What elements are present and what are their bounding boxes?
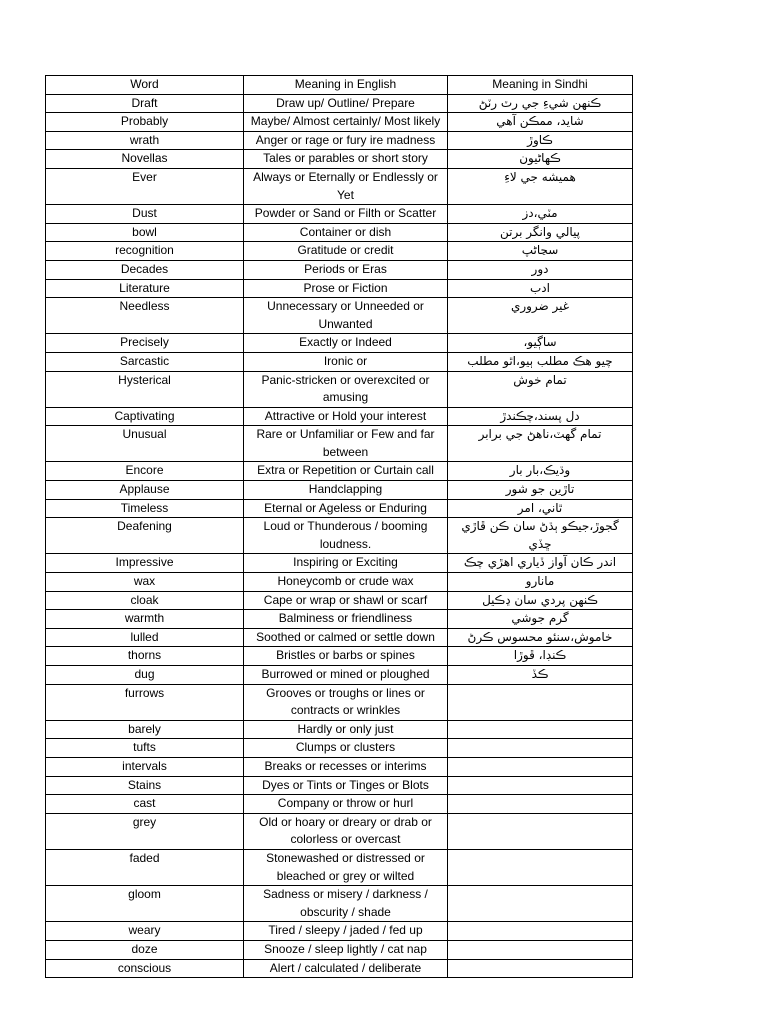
word-cell: Stains	[46, 776, 244, 795]
meaning-sindhi-cell	[448, 776, 633, 795]
word-cell: warmth	[46, 610, 244, 629]
word-cell: lulled	[46, 628, 244, 647]
table-row	[46, 720, 633, 739]
table-row	[46, 518, 633, 554]
meaning-sindhi-cell: ڪنڊا، ڦوڙا	[448, 647, 633, 666]
table-row	[46, 813, 633, 849]
table-row	[46, 940, 633, 959]
table-row	[46, 739, 633, 758]
table-row	[46, 757, 633, 776]
word-cell: Deafening	[46, 518, 244, 554]
header-meaning-english: Meaning in English	[244, 76, 448, 95]
table-row	[46, 959, 633, 978]
meaning-sindhi-cell: مانارو	[448, 573, 633, 592]
meaning-english-cell: Prose or Fiction	[244, 279, 448, 298]
meaning-english-cell: Handclapping	[244, 481, 448, 500]
table-row	[46, 168, 633, 204]
meaning-sindhi-cell	[448, 739, 633, 758]
meaning-english-cell: Maybe/ Almost certainly/ Most likely	[244, 113, 448, 132]
table-row	[46, 371, 633, 407]
meaning-english-cell: Cape or wrap or shawl or scarf	[244, 591, 448, 610]
meaning-english-cell: Alert / calculated / deliberate	[244, 959, 448, 978]
word-cell: Precisely	[46, 334, 244, 353]
word-cell: tufts	[46, 739, 244, 758]
meaning-english-cell: Honeycomb or crude wax	[244, 573, 448, 592]
table-row	[46, 573, 633, 592]
word-cell: Decades	[46, 260, 244, 279]
meaning-sindhi-cell: خاموش،سنئو محسوس ڪرڻ	[448, 628, 633, 647]
meaning-sindhi-cell: ڪنهن شيءِ جي رٽ رٽڻ	[448, 94, 633, 113]
meaning-sindhi-cell: ادب	[448, 279, 633, 298]
word-cell: Literature	[46, 279, 244, 298]
table-row	[46, 628, 633, 647]
word-cell: Captivating	[46, 407, 244, 426]
word-cell: Applause	[46, 481, 244, 500]
meaning-english-cell: Grooves or troughs or lines or contracts or wrinkles	[244, 684, 448, 720]
word-cell: bowl	[46, 223, 244, 242]
meaning-sindhi-cell	[448, 795, 633, 814]
word-cell: wrath	[46, 131, 244, 150]
word-cell: dug	[46, 666, 244, 685]
word-cell: conscious	[46, 959, 244, 978]
meaning-sindhi-cell: تمام گهٽ،ناهڻ جي برابر	[448, 426, 633, 462]
table-row	[46, 462, 633, 481]
table-header-row	[46, 76, 633, 95]
table-row	[46, 242, 633, 261]
meaning-sindhi-cell: گرم جوشي	[448, 610, 633, 629]
word-cell: Sarcastic	[46, 352, 244, 371]
meaning-english-cell: Periods or Eras	[244, 260, 448, 279]
meaning-sindhi-cell: ڪهاڻيون	[448, 150, 633, 169]
word-cell: cast	[46, 795, 244, 814]
table-row	[46, 795, 633, 814]
meaning-sindhi-cell	[448, 720, 633, 739]
meaning-english-cell: Stonewashed or distressed or bleached or grey or wilted	[244, 849, 448, 885]
meaning-english-cell: Loud or Thunderous / booming loudness.	[244, 518, 448, 554]
word-cell: recognition	[46, 242, 244, 261]
meaning-english-cell: Container or dish	[244, 223, 448, 242]
vocabulary-table	[45, 75, 633, 978]
meaning-sindhi-cell	[448, 813, 633, 849]
word-cell: weary	[46, 922, 244, 941]
table-row	[46, 849, 633, 885]
table-row	[46, 554, 633, 573]
header-word: Word	[46, 76, 244, 95]
meaning-english-cell: Ironic or	[244, 352, 448, 371]
meaning-english-cell: Extra or Repetition or Curtain call	[244, 462, 448, 481]
meaning-sindhi-cell: سڃاڻپ	[448, 242, 633, 261]
meaning-sindhi-cell: دل پسند،چڪندڙ	[448, 407, 633, 426]
meaning-english-cell: Old or hoary or dreary or drab or colorless or overcast	[244, 813, 448, 849]
meaning-english-cell: Burrowed or mined or ploughed	[244, 666, 448, 685]
meaning-sindhi-cell: هميشه جي لاءِ	[448, 168, 633, 204]
table-row	[46, 886, 633, 922]
word-cell: Draft	[46, 94, 244, 113]
word-cell: barely	[46, 720, 244, 739]
table-row	[46, 426, 633, 462]
meaning-sindhi-cell: ٿاني، امر	[448, 499, 633, 518]
word-cell: cloak	[46, 591, 244, 610]
table-row	[46, 150, 633, 169]
meaning-english-cell: Always or Eternally or Endlessly or Yet	[244, 168, 448, 204]
table-row	[46, 407, 633, 426]
meaning-english-cell: Unnecessary or Unneeded or Unwanted	[244, 298, 448, 334]
meaning-sindhi-cell	[448, 940, 633, 959]
table-row	[46, 666, 633, 685]
table-row	[46, 113, 633, 132]
word-cell: Ever	[46, 168, 244, 204]
meaning-english-cell: Company or throw or hurl	[244, 795, 448, 814]
meaning-english-cell: Bristles or barbs or spines	[244, 647, 448, 666]
table-row	[46, 298, 633, 334]
meaning-english-cell: Gratitude or credit	[244, 242, 448, 261]
meaning-sindhi-cell: دور	[448, 260, 633, 279]
word-cell: Needless	[46, 298, 244, 334]
table-row	[46, 131, 633, 150]
meaning-english-cell: Eternal or Ageless or Enduring	[244, 499, 448, 518]
meaning-english-cell: Anger or rage or fury ire madness	[244, 131, 448, 150]
word-cell: thorns	[46, 647, 244, 666]
meaning-english-cell: Tales or parables or short story	[244, 150, 448, 169]
header-meaning-sindhi: Meaning in Sindhi	[448, 76, 633, 95]
word-cell: Probably	[46, 113, 244, 132]
meaning-sindhi-cell: ڪنهن پردي سان ڍڪيل	[448, 591, 633, 610]
meaning-english-cell: Breaks or recesses or interims	[244, 757, 448, 776]
table-row	[46, 260, 633, 279]
table-row	[46, 922, 633, 941]
meaning-english-cell: Draw up/ Outline/ Prepare	[244, 94, 448, 113]
table-row	[46, 684, 633, 720]
table-row	[46, 334, 633, 353]
table-row	[46, 647, 633, 666]
meaning-english-cell: Attractive or Hold your interest	[244, 407, 448, 426]
meaning-sindhi-cell: تاڙين جو شور	[448, 481, 633, 500]
meaning-sindhi-cell: تمام خوش	[448, 371, 633, 407]
meaning-english-cell: Dyes or Tints or Tinges or Blots	[244, 776, 448, 795]
meaning-sindhi-cell: اندر ڪان آواز ڏياري اهڙي چڪ	[448, 554, 633, 573]
table-row	[46, 481, 633, 500]
meaning-english-cell: Exactly or Indeed	[244, 334, 448, 353]
meaning-english-cell: Snooze / sleep lightly / cat nap	[244, 940, 448, 959]
table-body	[46, 94, 633, 978]
word-cell: doze	[46, 940, 244, 959]
word-cell: Dust	[46, 205, 244, 224]
word-cell: Unusual	[46, 426, 244, 462]
table-row	[46, 352, 633, 371]
word-cell: intervals	[46, 757, 244, 776]
meaning-sindhi-cell: غير ضروري	[448, 298, 633, 334]
meaning-english-cell: Clumps or clusters	[244, 739, 448, 758]
meaning-english-cell: Rare or Unfamiliar or Few and far between	[244, 426, 448, 462]
meaning-english-cell: Sadness or misery / darkness / obscurity / shade	[244, 886, 448, 922]
table-row	[46, 94, 633, 113]
table-row	[46, 223, 633, 242]
word-cell: Impressive	[46, 554, 244, 573]
table-row	[46, 776, 633, 795]
word-cell: gloom	[46, 886, 244, 922]
meaning-sindhi-cell: شايد، ممڪن آهي	[448, 113, 633, 132]
meaning-english-cell: Balminess or friendliness	[244, 610, 448, 629]
meaning-english-cell: Soothed or calmed or settle down	[244, 628, 448, 647]
meaning-sindhi-cell: چيو ھڪ مطلب ٻيو،اٿو مطلب	[448, 352, 633, 371]
table-row	[46, 205, 633, 224]
word-cell: grey	[46, 813, 244, 849]
word-cell: faded	[46, 849, 244, 885]
meaning-sindhi-cell: ڪاوڙ	[448, 131, 633, 150]
table-row	[46, 279, 633, 298]
meaning-english-cell: Powder or Sand or Filth or Scatter	[244, 205, 448, 224]
word-cell: Timeless	[46, 499, 244, 518]
word-cell: Encore	[46, 462, 244, 481]
word-cell: furrows	[46, 684, 244, 720]
table-row	[46, 499, 633, 518]
meaning-sindhi-cell	[448, 886, 633, 922]
meaning-english-cell: Inspiring or Exciting	[244, 554, 448, 573]
word-cell: Hysterical	[46, 371, 244, 407]
meaning-sindhi-cell: مٽي،دز	[448, 205, 633, 224]
meaning-sindhi-cell	[448, 959, 633, 978]
meaning-sindhi-cell	[448, 922, 633, 941]
meaning-sindhi-cell	[448, 849, 633, 885]
table-row	[46, 610, 633, 629]
meaning-english-cell: Hardly or only just	[244, 720, 448, 739]
meaning-english-cell: Panic-stricken or overexcited or amusing	[244, 371, 448, 407]
table-row	[46, 591, 633, 610]
meaning-english-cell: Tired / sleepy / jaded / fed up	[244, 922, 448, 941]
word-cell: Novellas	[46, 150, 244, 169]
meaning-sindhi-cell	[448, 684, 633, 720]
word-cell: wax	[46, 573, 244, 592]
meaning-sindhi-cell: پيالي وانگر برتن	[448, 223, 633, 242]
meaning-sindhi-cell	[448, 757, 633, 776]
meaning-sindhi-cell: گجوڙ،جيڪو ٻڌڻ سان ڪن ڦاڙي ڇڏي	[448, 518, 633, 554]
meaning-sindhi-cell: ساڳيو،	[448, 334, 633, 353]
meaning-sindhi-cell: وڌيڪ،بار بار	[448, 462, 633, 481]
meaning-sindhi-cell: ڪڏ	[448, 666, 633, 685]
